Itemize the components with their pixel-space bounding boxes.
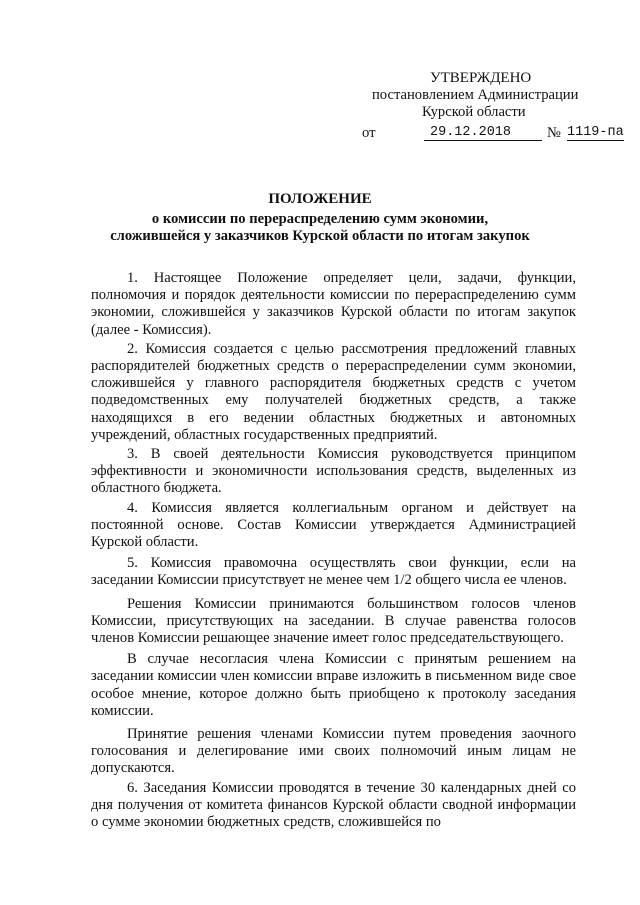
paragraph-1: 1. Настоящее Положение определяет цели, задачи, функции, полномочия и порядок деятельности комиссии по перераспределению сумм экономии, сложившейся у заказчиков Курской области по итогам закупок (далее - Комиссия). [91,270,576,338]
paragraph-5-absentee: Принятие решения членами Комиссии путем проведения заочного голосования и делегирование ими своих полномочий иным лицам не допускаются. [91,726,576,777]
document-subtitle-line-2: сложившейся у заказчиков Курской области по итогам закупок [110,228,530,244]
document-body [91,270,576,831]
approval-line-region: Курской области [422,104,526,121]
approval-heading: УТВЕРЖДЕНО [430,70,532,86]
approval-date-row [362,123,637,143]
paragraph-5-decisions: Решения Комиссии принимаются большинством голосов членов Комиссии, присутствующих на заседании. В случае равенства голосов членов Комиссии решающее значение имеет голос председательствующего. [91,595,576,647]
paragraph-5-dissent: В случае несогласия члена Комиссии с принятым решением на заседании комиссии член комиссии вправе изложить в письменном виде свое особое мнение, которое должно быть приобщено к протоколу заседания комиссии. [91,651,576,719]
approval-from-label: от [362,124,376,141]
paragraph-5: 5. Комиссия правомочна осуществлять свои функции, если на заседании Комиссии присутствует не менее чем 1/2 общего числа ее членов. [91,555,576,589]
document-subtitle-line-1: о комиссии по перераспределению сумм экономии, [151,211,489,227]
approval-line-decree: постановлением Администрации [372,87,579,104]
paragraph-4: 4. Комиссия является коллегиальным органом и действует на постоянной основе. Состав Комиссии утверждается Администрацией Курской области. [91,499,576,551]
document-title: ПОЛОЖЕНИЕ [268,191,372,207]
approval-date: 29.12.2018 [424,125,542,141]
approval-number: 1119-па [567,124,624,140]
approval-stamp [362,70,637,143]
paragraph-3: 3. В своей деятельности Комиссия руководствуется принципом эффективности и экономичности использования средств, выделенных из областного бюджета. [91,446,576,497]
paragraph-6: 6. Заседания Комиссии проводятся в течение 30 календарных дней со дня получения от комитета финансов Курской области сводной информации о сумме экономии бюджетных средств, сложившейся по [91,779,576,831]
approval-number-label: № [547,124,561,141]
paragraph-2: 2. Комиссия создается с целью рассмотрения предложений главных распорядителей бюджетных средств о перераспределении сумм экономии, сложившейся у главного распорядителя бюджетных средств с учетом подведомственных ему получателей бюджетных средств, а также находящихся в его ведении областных бюджетных и автономных учреждений, областных государственных предприятий. [91,340,576,443]
